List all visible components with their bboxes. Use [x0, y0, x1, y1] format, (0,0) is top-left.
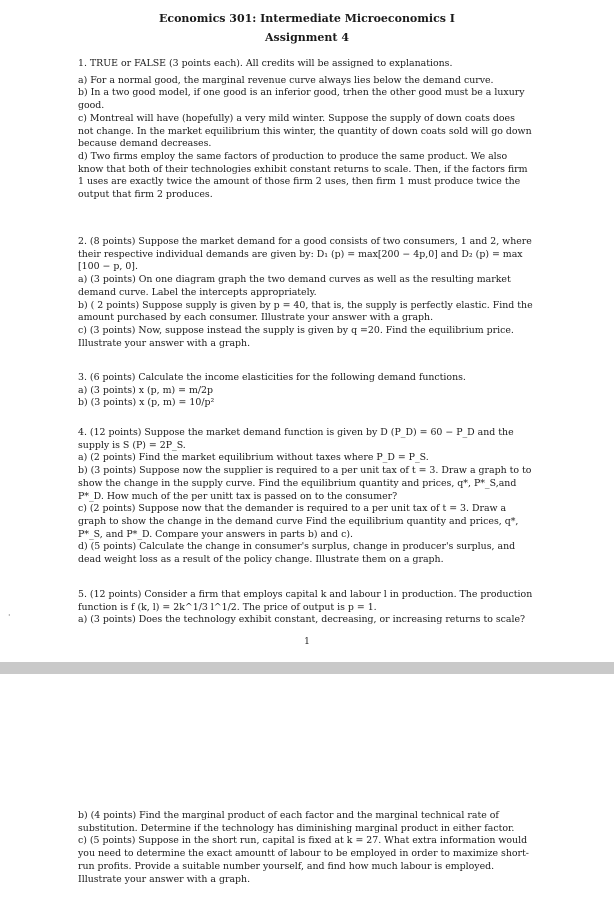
- q4-d: d) (5 points) Calculate the change in consumer's surplus, change in producer's surplus, and dead weight loss as a result of the policy change. Illustrate them on a graph.: [78, 541, 516, 566]
- q5-b: b) (4 points) Find the marginal product of each factor and the marginal technical rate of substitution. Determine if the technology has diminishing marginal product in either factor.: [78, 810, 515, 834]
- question-5: [78, 589, 533, 627]
- question-1: [78, 58, 533, 202]
- q4-intro: 4. (12 points) Suppose the market demand function is given by D (P_D) = 60 − P_D and the supply is S (P) = 2P_S.: [78, 427, 514, 451]
- q2-c: c) (3 points) Now, suppose instead the supply is given by q =20. Find the equilibrium price. Illustrate your answer with a graph.: [78, 324, 514, 349]
- question-2: [78, 236, 533, 350]
- q2-a: a) (3 points) On one diagram graph the two demand curves as well as the resulting market demand curve. Label the intercepts appropriately.: [78, 274, 511, 298]
- q2-b: b) ( 2 points) Suppose supply is given by p = 40, that is, the supply is perfectly elastic. Find the amount purchased by each consumer. Illustrate your answer with a graph.: [78, 299, 533, 324]
- q3-b: b) (3 points) x (p, m) = 10/p²: [78, 397, 215, 409]
- question-4: [78, 427, 533, 567]
- q3-a: a) (3 points) x (p, m) = m/2p: [78, 384, 213, 396]
- q1-a: a) For a normal good, the marginal revenue curve always lies below the demand curve.: [78, 74, 494, 86]
- question-3: [78, 372, 533, 410]
- stray-mark: ·: [8, 611, 11, 620]
- course-title: Economics 301: Intermediate Microeconomics I: [159, 12, 455, 25]
- q1-c: c) Montreal will have (hopefully) a very mild winter. Suppose the supply of down coats does not change. In the market equilibrium this winter, the quantity of down coats sold will go down because demand decreases.: [78, 112, 532, 150]
- page-divider: [0, 662, 614, 674]
- q5-a: a) (3 points) Does the technology exhibit constant, decreasing, or increasing returns to scale?: [78, 614, 526, 626]
- page-number: 1: [304, 637, 310, 647]
- question-5-continued: [78, 810, 533, 886]
- q2-intro: 2. (8 points) Suppose the market demand for a good consists of two consumers, 1 and 2, where their respective individual demands are given by: D₁ (p) = max[200 − 4p,0] and D₂ (p) = max [100 − p, 0].: [78, 236, 532, 273]
- q3-intro: 3. (6 points) Calculate the income elasticities for the following demand functions.: [78, 372, 466, 383]
- q4-b: b) (3 points) Suppose now the supplier is required to a per unit tax of t = 3. Draw a graph to to show the change in the supply curve. Find the equilibrium quantity and prices, q*, P*_S,and P*_D. How much of the per unitt tax is passed on to the consumer?: [78, 465, 532, 502]
- q5-intro: 5. (12 points) Consider a firm that employs capital k and labour l in production. The production function is f (k, l) = 2k^1/3 l^1/2. The price of output is p = 1.: [78, 589, 533, 613]
- assignment-title: Assignment 4: [265, 31, 349, 44]
- q1-d: d) Two firms employ the same factors of production to produce the same product. We also know that both of their technologies exhibit constant returns to scale. Then, if the factors firm 1 uses are exactly twice the amount of those firm 2 uses, then firm 1 must produce twice the output that firm 2 produces.: [78, 150, 528, 201]
- q5-c: c) (5 points) Suppose in the short run, capital is fixed at k = 27. What extra information would you need to determine the exact amountt of labour to be employed in order to maximize short-run profits. Provide a suitable number yourself, and find how much labour is employed. Illustrate your answer with a graph.: [78, 835, 529, 885]
- q1-b: b) In a two good model, if one good is an inferior good, trhen the other good must be a luxury good.: [78, 87, 525, 112]
- q1-intro: 1. TRUE or FALSE (3 points each). All credits will be assigned to explanations.: [78, 58, 453, 69]
- q4-a: a) (2 points) Find the market equilibrium without taxes where P_D = P_S.: [78, 452, 429, 464]
- q4-c: c) (2 points) Suppose now that the demander is required to a per unit tax of t = 3. Draw a graph to show the change in the demand curve Find the equilibrium quantity and prices, q*, P*_S, and P*_D. Compare your answers in parts b) and c).: [78, 503, 519, 540]
- page-2: [0, 674, 614, 919]
